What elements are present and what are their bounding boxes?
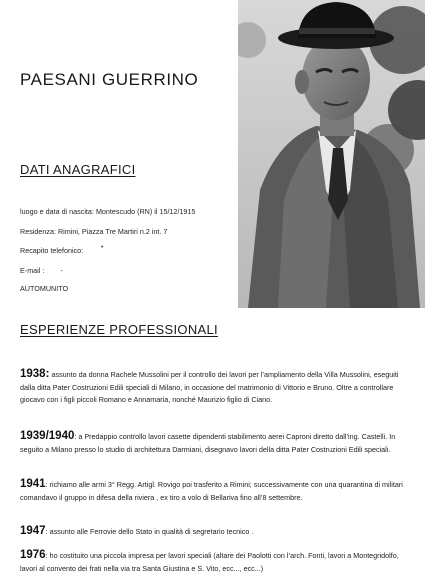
phone-field bbox=[20, 246, 83, 255]
email-value: - bbox=[60, 266, 63, 275]
email-field bbox=[20, 266, 63, 275]
residence-field bbox=[20, 227, 167, 236]
residence-label: Residenza: bbox=[20, 227, 56, 236]
email-label: E-mail : bbox=[20, 266, 45, 275]
residence-value: Rimini, Piazza Tre Martiri n.2 int. 7 bbox=[57, 227, 168, 236]
experience-entry bbox=[20, 525, 412, 539]
experience-text: assunto da donna Rachele Mussolini per il controllo dei lavori per l’ampliamento della Villa Mussolini, eseguiti dalla ditta Pater Costruzioni Edili speciali di Milano, in occasione del matrimonio di Vittorio e Bruno. Oltre a controllare giocavo con i figli piccoli Romano e Annamaria, nonché Maurizio figlio di Ciano. bbox=[20, 370, 399, 404]
experience-entry bbox=[20, 430, 412, 456]
experience-text: : ho costituito una piccola impresa per lavori speciali (altare dei Paolotti con l’arch. Fonti, lavori a Montegridolfo, lavori al convento dei frati nella via tra Santa Giustina e S. Vito, ecc..., ecc...) bbox=[20, 551, 399, 573]
experience-year: 1941 bbox=[20, 478, 46, 490]
experience-text: : richiamo alle armi 3° Regg. Artigl. Rovigo poi trasferito a Rimini; successivamente con una quarantina di militari comandavo il gruppo in difesa della riviera , ex tiro a volo di Bellariva fino all’8 settembre. bbox=[20, 480, 403, 502]
vehicle-note: AUTOMUNITO bbox=[20, 284, 69, 293]
portrait-image bbox=[238, 0, 425, 308]
experience-year: 1938: bbox=[20, 368, 50, 380]
experience-entry bbox=[20, 478, 412, 504]
section-title-esperienze: ESPERIENZE PROFESSIONALI bbox=[20, 322, 218, 337]
portrait-photo bbox=[238, 0, 425, 308]
birth-value: Montescudo (RN) il 15/12/1915 bbox=[95, 207, 196, 216]
experience-entry bbox=[20, 368, 412, 407]
experience-entry bbox=[20, 549, 412, 575]
experience-year: 1976 bbox=[20, 549, 46, 561]
experience-text: : a Predappio controllo lavori casette dipendenti stabilimento aerei Caproni diretto dall’ing. Castelli. In seguito a Milano presso lo studio di architettura Darmiani, disegnavo lavori della ditta Pater Costruzioni Edili speciali. bbox=[20, 432, 396, 454]
experience-year: 1947 bbox=[20, 525, 46, 537]
birth-field bbox=[20, 207, 195, 216]
person-name: PAESANI GUERRINO bbox=[20, 70, 199, 89]
phone-dot-mark: • bbox=[101, 244, 104, 251]
section-title-anagrafici: DATI ANAGRAFICI bbox=[20, 162, 136, 177]
experience-text: : assunto alle Ferrovie dello Stato in qualità di segretario tecnico . bbox=[45, 527, 254, 536]
birth-label: luogo e data di nascita: bbox=[20, 207, 94, 216]
experience-year: 1939/1940 bbox=[20, 430, 75, 442]
phone-label: Recapito telefonico: bbox=[20, 246, 84, 255]
